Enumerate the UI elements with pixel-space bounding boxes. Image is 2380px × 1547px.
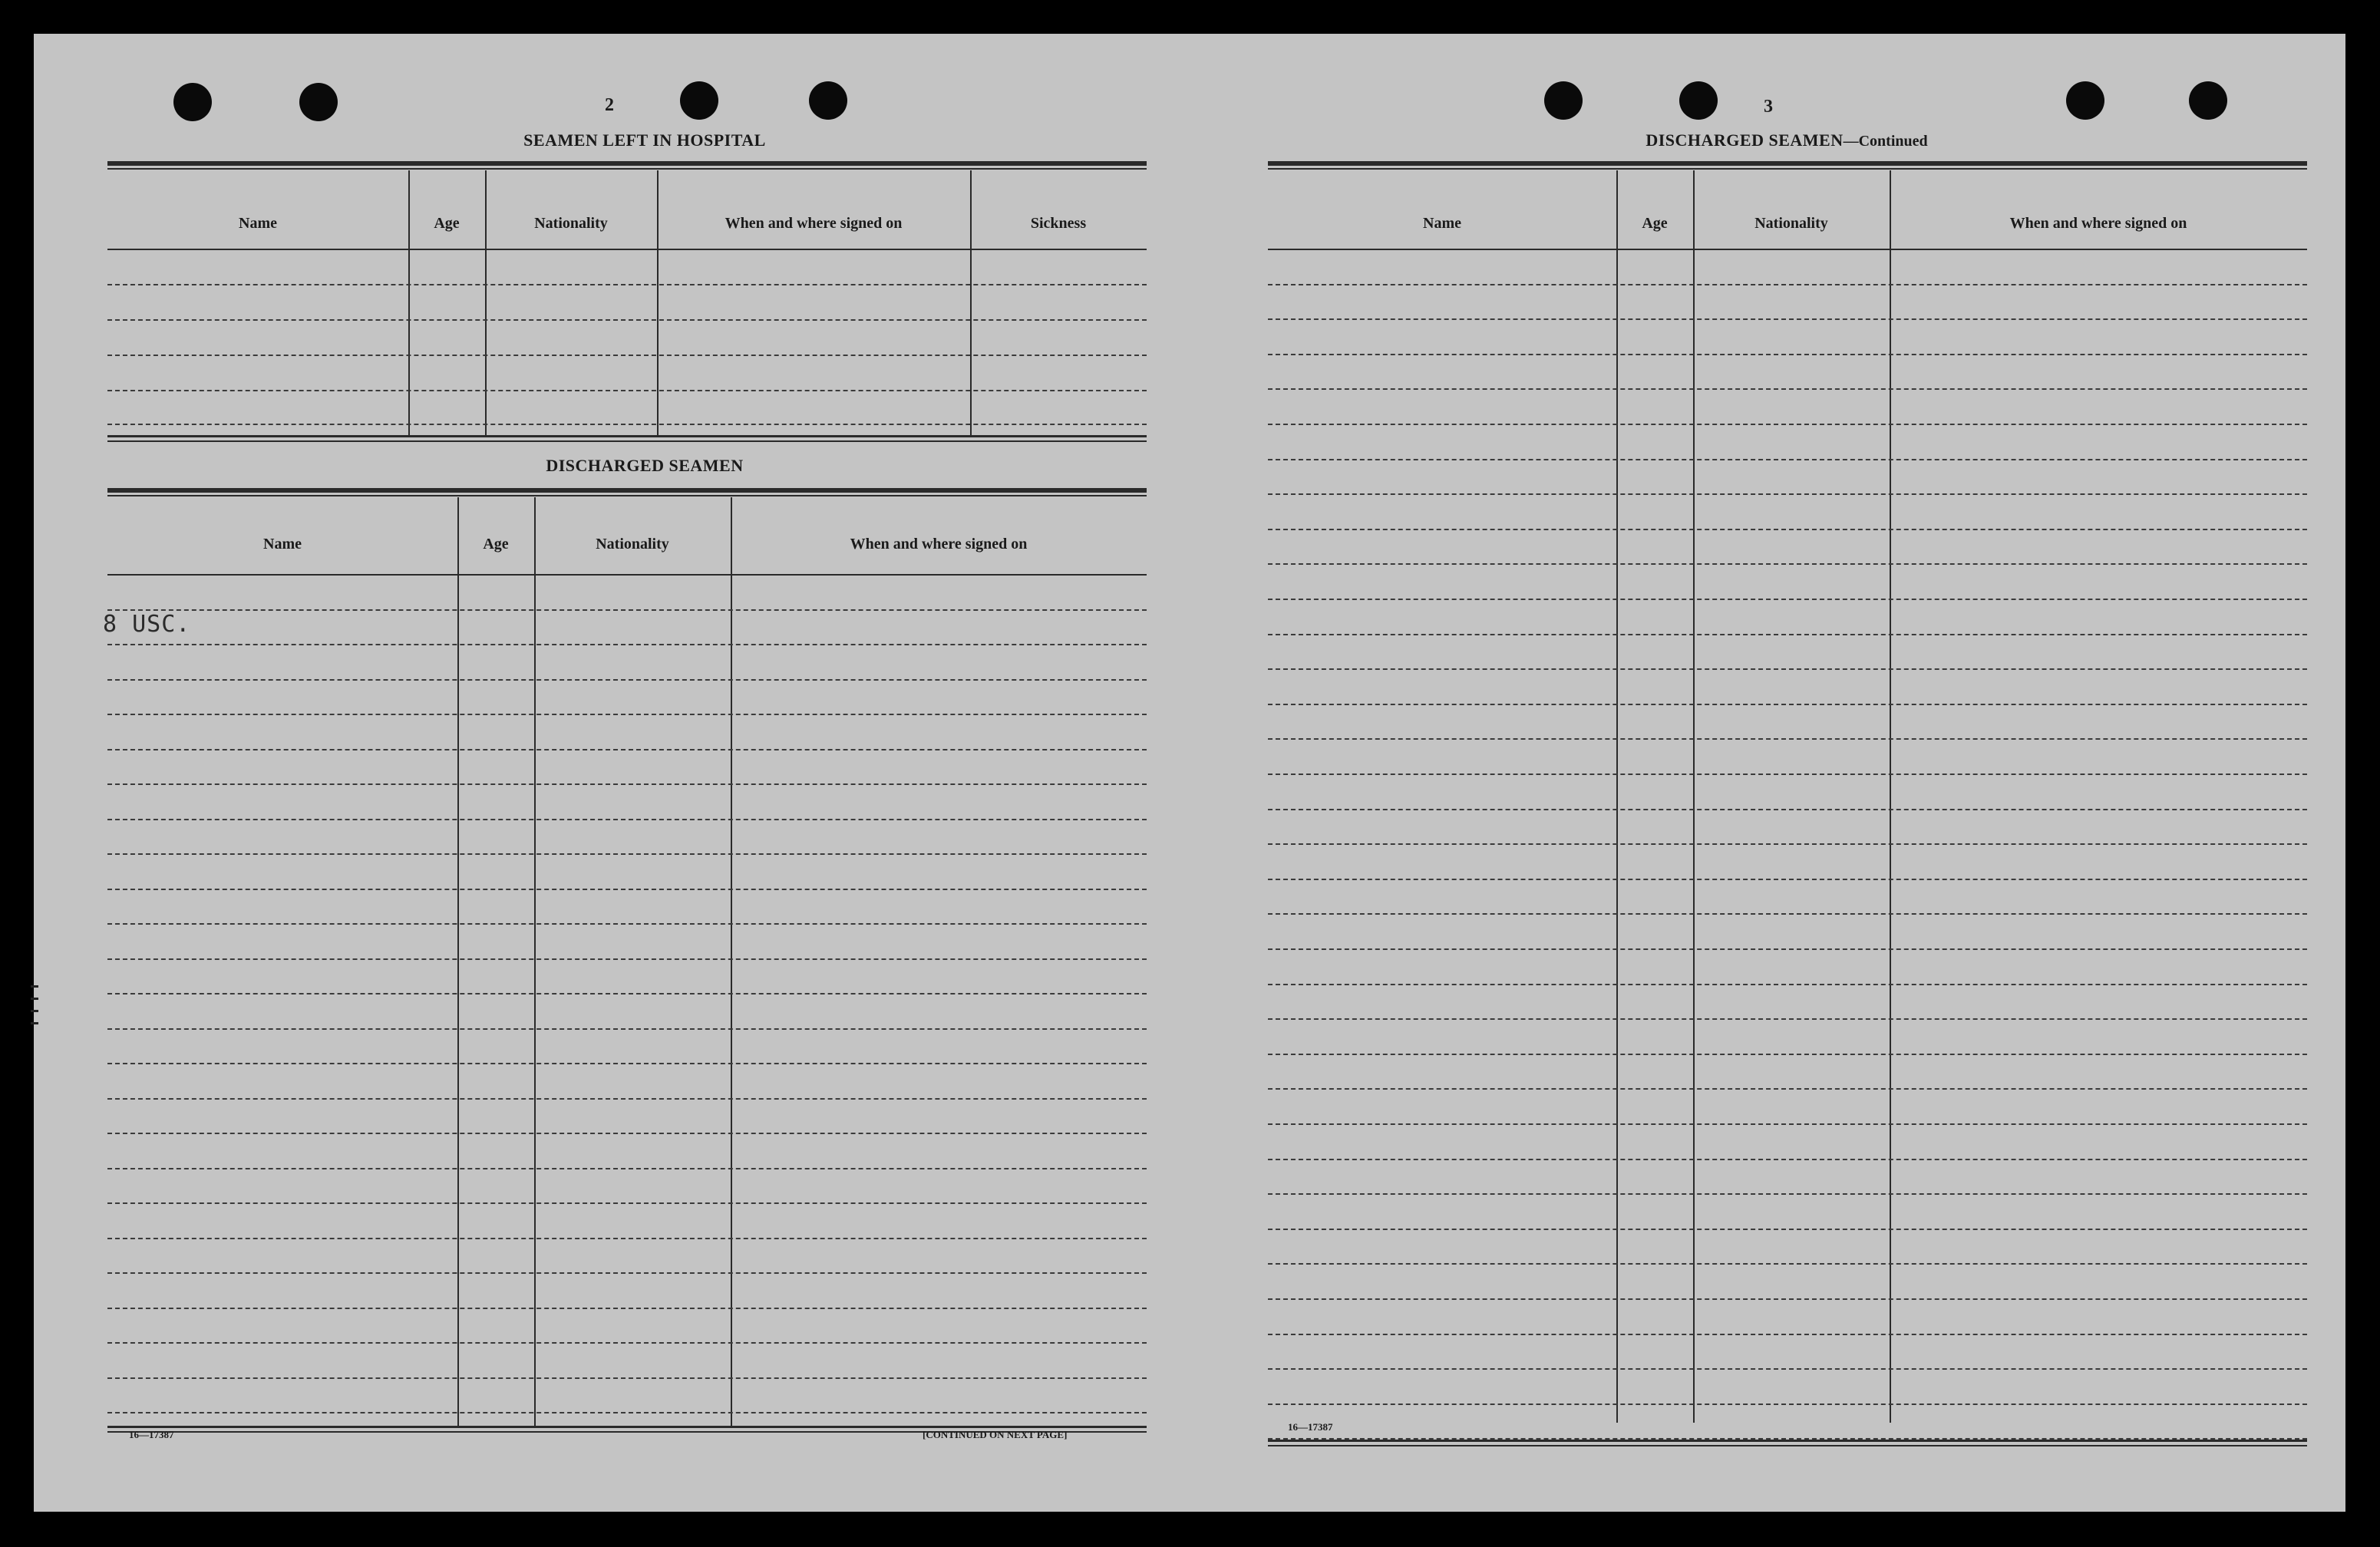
column-header: Name — [239, 215, 277, 232]
ledger-row-line — [1268, 774, 2307, 775]
punch-hole — [2189, 81, 2227, 120]
typed-entry: 8 USC. — [103, 611, 191, 638]
margin-mark — [31, 985, 38, 988]
form-number-right: 16—17387 — [1288, 1421, 1333, 1433]
punch-hole — [173, 83, 212, 121]
column-header: Name — [1423, 215, 1461, 232]
ledger-row-line — [107, 1098, 1147, 1100]
title-suffix: —Continued — [1843, 133, 1928, 150]
ledger-row-line — [1268, 1263, 2307, 1265]
ledger-row-line — [107, 923, 1147, 925]
ledger-row-line — [1268, 1123, 2307, 1125]
ledger-row-line — [107, 783, 1147, 785]
ledger-row-line — [1268, 1404, 2307, 1405]
column-header: When and where signed on — [850, 536, 1028, 552]
punch-hole — [1544, 81, 1583, 120]
column-header: Nationality — [1754, 215, 1828, 232]
column-header: When and where signed on — [2009, 215, 2187, 232]
form-number-left: 16—17387 — [129, 1429, 174, 1440]
ledger-row-line — [1268, 1193, 2307, 1195]
ledger-row-line — [107, 1377, 1147, 1379]
ledger-row-line — [1268, 948, 2307, 950]
ledger-row-line — [107, 714, 1147, 715]
ledger-row-line — [107, 1168, 1147, 1169]
ledger-row-line — [1268, 1229, 2307, 1230]
ledger-row-line — [107, 1272, 1147, 1274]
ledger-row-line — [107, 1342, 1147, 1344]
ledger-row-line — [1268, 493, 2307, 495]
ledger-row-line — [107, 679, 1147, 681]
discharged-table-left — [107, 488, 1147, 1463]
column-header: Name — [263, 536, 302, 552]
ledger-row-line — [1268, 388, 2307, 390]
ledger-row-line — [107, 1133, 1147, 1134]
ledger-row-line — [1268, 704, 2307, 705]
ledger-row-line — [107, 993, 1147, 995]
ledger-row-line — [1268, 354, 2307, 355]
discharged-section-title: DISCHARGED SEAMEN — [546, 456, 744, 475]
margin-mark — [31, 998, 38, 1000]
ledger-row-line — [1268, 843, 2307, 845]
ledger-row-line — [1268, 913, 2307, 915]
ledger-row-line — [107, 1202, 1147, 1204]
ledger-row-line — [1268, 1334, 2307, 1335]
ledger-row-line — [1268, 1159, 2307, 1160]
column-header: Age — [483, 536, 509, 552]
ledger-row-line — [1268, 563, 2307, 565]
ledger-row-line — [107, 819, 1147, 820]
ledger-row-line — [1268, 879, 2307, 880]
ledger-row-line — [107, 889, 1147, 890]
ledger-row-line — [1268, 459, 2307, 460]
punch-hole — [299, 83, 338, 121]
ledger-row-line — [107, 1238, 1147, 1239]
column-header: Age — [434, 215, 460, 232]
ledger-row-line — [1268, 1368, 2307, 1370]
ledger-row-line — [1268, 318, 2307, 320]
ledger-row-line — [1268, 1054, 2307, 1055]
ledger-row-line — [107, 958, 1147, 960]
ledger-row-line — [1268, 809, 2307, 810]
ledger-row-line — [1268, 599, 2307, 600]
ledger-row-line — [1268, 424, 2307, 425]
ledger-row-line — [1268, 1298, 2307, 1300]
column-header: Sickness — [1030, 215, 1087, 232]
ledger-row-line — [1268, 284, 2307, 285]
ledger-row-line — [107, 644, 1147, 645]
ledger-row-line — [1268, 634, 2307, 635]
punch-hole — [680, 81, 718, 120]
title-main: DISCHARGED SEAMEN — [1646, 130, 1844, 150]
discharged-table-right — [1268, 161, 2307, 1466]
column-header: When and where signed on — [725, 215, 903, 232]
ledger-row-line — [107, 1308, 1147, 1309]
column-header: Nationality — [596, 536, 669, 552]
ledger-row-line — [1268, 1088, 2307, 1090]
hospital-section-title: SEAMEN LEFT IN HOSPITAL — [523, 130, 766, 150]
column-header: Age — [1642, 215, 1668, 232]
ledger-row-line — [1268, 529, 2307, 530]
punch-hole — [809, 81, 847, 120]
continued-note: [CONTINUED ON NEXT PAGE] — [923, 1429, 1068, 1440]
ledger-row-line — [107, 1028, 1147, 1030]
ledger-row-line — [1268, 984, 2307, 985]
page-number-right: 3 — [1764, 97, 1773, 117]
ledger-row-line — [1268, 738, 2307, 740]
ledger-row-line — [107, 1063, 1147, 1064]
punch-hole — [1679, 81, 1718, 120]
document-sheet — [34, 34, 2345, 1512]
ledger-bottom-rule — [107, 1426, 1147, 1428]
ledger-row-line — [107, 1412, 1147, 1413]
ledger-row-line — [107, 749, 1147, 750]
page-number-left: 2 — [605, 95, 614, 115]
column-header: Nationality — [534, 215, 608, 232]
discharged-continued-title — [1556, 130, 2017, 150]
ledger-row-line — [1268, 1018, 2307, 1020]
hospital-table — [107, 161, 1147, 472]
ledger-row-line — [1268, 668, 2307, 670]
margin-mark — [31, 1010, 38, 1012]
ledger-row-line — [107, 853, 1147, 855]
margin-mark — [31, 1022, 38, 1024]
ledger-bottom-rule — [1268, 1445, 2307, 1446]
ledger-row-line — [107, 609, 1147, 611]
ledger-bottom-rule — [1268, 1440, 2307, 1442]
punch-hole — [2066, 81, 2104, 120]
